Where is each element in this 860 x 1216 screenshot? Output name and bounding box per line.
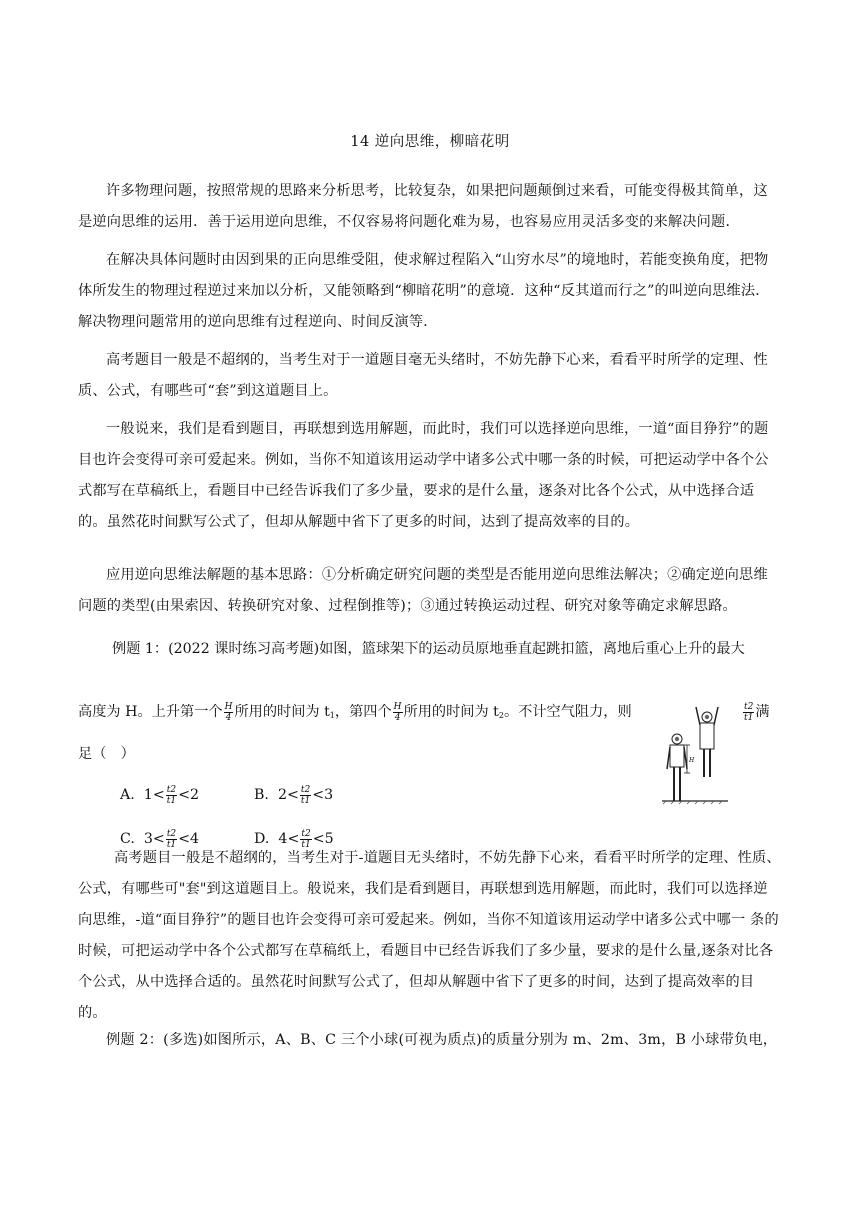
example1-line2: 高度为 H。上升第一个 $\frac{H}{4}$ 所用的时间为 $t_1$，第四个 $\frac{H}{4}$ 所用的时间为 $t_2$。不计空气阻力，则: [78, 701, 632, 723]
paragraph-general: 一般说来，我们是看到题目，再联想到选用解题，而此时，我们可以选择逆向思维，一道“面目狰狞”的题目也许会变得可亲可爱起来。例如，当你不知道该用运动学中诸多公式中哪一条的时候，可把运动学中各个公式都写在草稿纸上，看题目中已经告诉我们了多少量，要求的是什么量，逐条对比各个公式，从中选择合适的。虽然花时间默写公式了，但却从解题中省下了更多的时间，达到了提高效率的目的。: [78, 421, 769, 530]
example1-line3: 足（ ）: [78, 746, 135, 762]
paragraph-exam-tip: 高考题目一般是不超纲的，当考生对于一道题目毫无头绪时，不妨先静下心来，看看平时所学的定理、性质、公式，有哪些可“套”到这道题目上。: [78, 352, 768, 399]
fraction-t2-over-t1: $\frac{t2}{t1}$: [744, 701, 754, 723]
fraction-h-over-4: $\frac{H}{4}$: [224, 701, 233, 723]
option-d: D. 4< $\frac{t2}{t1}$ <5: [254, 828, 334, 850]
example1-ratio-man: $\frac{t2}{t1}$ 满: [744, 701, 770, 723]
fraction-h-over-4: $\frac{H}{4}$: [393, 701, 402, 723]
page-title: 14 逆向思维，柳暗花明: [350, 134, 510, 150]
svg-text:H: H: [689, 757, 695, 764]
jumping-player-figure: [660, 705, 730, 805]
example2-intro: 例题 2：(多选)如图所示，A、B、C 三个小球(可视为质点)的质量分别为 m、2m、3m，B 小球带负电，: [106, 1032, 778, 1048]
paragraph-exam-tip-repeat: 高考题目一般是不超纲的，当考生对于-道题目无头绪时，不妨先静下心来，看看平时所学的定理、性质、公式，有哪些可"套"到这道题目上。般说来，我们是看到题目，再联想到选用解题，而此时，我们可以选择逆向思维，-道“面目狰狞”的题目也许会变得可亲可爱起来。例如，当你不知道该用运动学中诸多公式中哪一 条的时候，可把运动学中各个公式都写在草稿纸上，看题目中已经告诉我们了多少量，要求的是什么量,逐条对比各个公式，从中选择合适的。虽然花时间默写公式了，但却从解题中省下了更多的时间，达到了提高效率的目的。: [78, 850, 781, 1021]
option-c: C. 3< $\frac{t2}{t1}$ <4: [120, 828, 200, 850]
example1-line1: 例题 1：(2022 课时练习高考题)如图，篮球架下的运动员原地垂直起跳扣篮，离地后重心上升的最大: [112, 641, 745, 657]
option-a: A. 1< $\frac{t2}{t1}$ <2: [120, 784, 199, 806]
paragraph-intro: 许多物理问题，按照常规的思路来分析思考，比较复杂，如果把问题颠倒过来看，可能变得极其简单，这是逆向思维的运用．善于运用逆向思维，不仅容易将问题化难为易，也容易应用灵活多变的来解决问题．: [78, 183, 768, 230]
paragraph-reverse-thinking: 在解决具体问题时由因到果的正向思维受阻，使求解过程陷入“山穷水尽”的境地时，若能变换角度，把物体所发生的物理过程逆过来加以分析，又能领略到“柳暗花明”的意境．这种“反其道而行之”的叫逆向思维法．解决物理问题常用的逆向思维有过程逆向、时间反演等．: [78, 252, 770, 330]
paragraph-method: 应用逆向思维法解题的基本思路：①分析确定研究问题的类型是否能用逆向思维法解决；②确定逆向思维问题的类型(由果索因、转换研究对象、过程倒推等)；③通过转换运动过程、研究对象等确定求解思路。: [78, 567, 768, 614]
option-b: B. 2< $\frac{t2}{t1}$ <3: [254, 784, 334, 806]
